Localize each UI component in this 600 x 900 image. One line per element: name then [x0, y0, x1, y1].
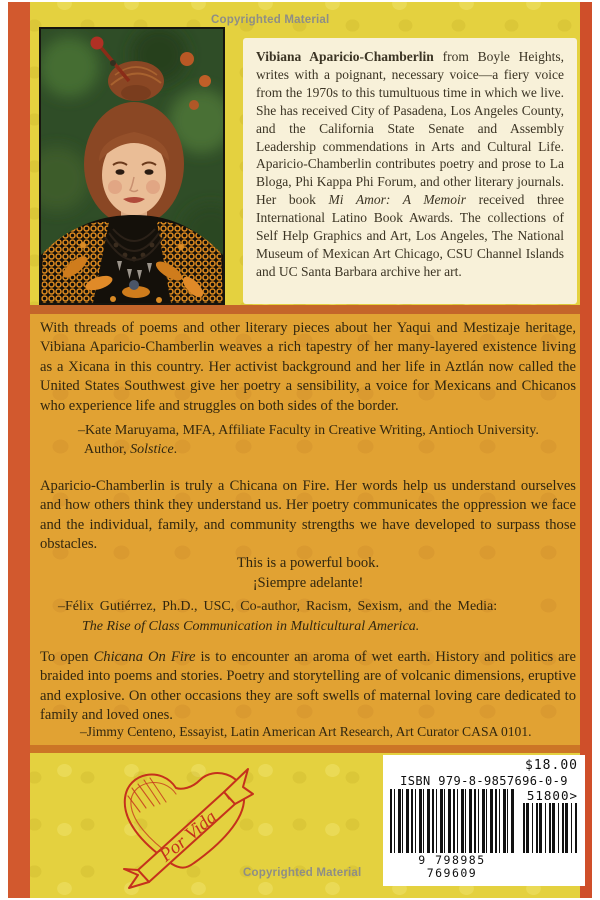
- blurb-jimmy-attribution: –Jimmy Centeno, Essayist, Latin American Art Research, Art Curator CASA 0101.: [80, 724, 532, 739]
- blurb-felix-attribution: –Félix Gutiérrez, Ph.D., USC, Co-author, Racism, Sexism, and the Media:: [58, 599, 498, 614]
- barcode-bars: [390, 789, 514, 853]
- spine-strip: [8, 2, 30, 898]
- jimmy-book-title: Chicana On Fire: [93, 649, 196, 665]
- jimmy-body: is to encounter an aroma of wet earth. History and politics are braided into poems and stories. Poetry and storytelling are of volcanic dimensions, eruptive and explosive. On other occasions they are soft swells of maternal loving care dedicated to family and loved ones.: [40, 649, 577, 724]
- barcode-row: [390, 789, 578, 880]
- blurb-jimmy-text: [40, 648, 576, 726]
- blurb-kate-attribution: –Kate Maruyama, MFA, Affiliate Faculty in Creative Writing, Antioch University.: [78, 423, 539, 438]
- jimmy-prefix: To open: [40, 649, 94, 665]
- bio-text-2: received three International Latino Book Awards. The collections of Self Help Graphics and Art, Los Angeles, The National Museum of Mexican Art Chicago, CSU Channel Islands and UC Santa Barbara archive her art.: [256, 192, 564, 279]
- author-photo: [39, 27, 225, 305]
- main-barcode: [390, 789, 514, 880]
- divider-band-top: [30, 305, 580, 314]
- blurb-felix-text: Aparicio-Chamberlin is truly a Chicana on Fire. Her words help us understand ourselves and how others think they understand us. Her poetry communicates the oppression we face and the individual, family, and community strengths we have developed to surpass those obstacles.: [40, 478, 576, 553]
- kate-author-prefix: Author,: [84, 442, 131, 457]
- blurb-felix-book-title: The Rise of Class Communication in Multicultural America.: [82, 619, 420, 634]
- isbn-barcode-panel: [383, 755, 585, 886]
- blurb-kate-text: With threads of poems and other literary pieces about her Yaqui and Mestizaje heritage, Vibiana Aparicio-Chamberlin weaves a rich tapestry of her many-layered existence living as a Xicana in this country. Her activist background and her life in Aztlán now called the United States Southwest give her poetry a sensibility, a voice for Mexicans and Chicanos who experience life and struggles on both sides of the border.: [40, 320, 576, 414]
- bio-text-1: from Boyle Heights, writes with a poignant, necessary voice—a fiery voice from the 1970s to this tumultuous time in which we live. She has received City of Pasadena, Los Angeles County, and the California State Senate and Assembly Leadership commendations in Arts and Cultural Life. Aparicio-Chamberlin contributes poetry and prose to La Bloga, Phi Kappa Phi Forum, and other literary journals. Her book: [256, 49, 564, 208]
- blurb-kate-attribution-line2: [84, 440, 177, 459]
- ribbon-script-text: Por Vida: [155, 806, 222, 867]
- supplement-code: 51800>: [526, 788, 578, 803]
- powerful-book-line: This is a powerful book.: [236, 555, 380, 571]
- price-label: $18.00: [525, 758, 578, 773]
- supplement-bars: [523, 803, 578, 853]
- isbn-label: ISBN 979-8-9857696-0-9: [400, 774, 568, 788]
- copyright-watermark-bottom: Copyrighted Material: [243, 867, 362, 879]
- siempre-adelante-line: ¡Siempre adelante!: [252, 575, 364, 591]
- barcode-digits: 9 798985 769609: [418, 853, 486, 880]
- author-bio-box: [243, 38, 577, 304]
- kate-book-title: Solstice: [130, 442, 174, 457]
- kate-author-suffix: .: [173, 442, 178, 457]
- heart-outline: [125, 773, 244, 868]
- author-photo-art: [41, 29, 223, 303]
- bio-book-title: Mi Amor: A Memoir: [328, 192, 467, 208]
- author-name: Vibiana Aparicio-Chamberlin: [256, 49, 434, 64]
- heart-ribbon-illustration: [112, 752, 264, 890]
- copyright-watermark-top: Copyrighted Material: [211, 14, 330, 26]
- supplement-barcode: [523, 789, 578, 880]
